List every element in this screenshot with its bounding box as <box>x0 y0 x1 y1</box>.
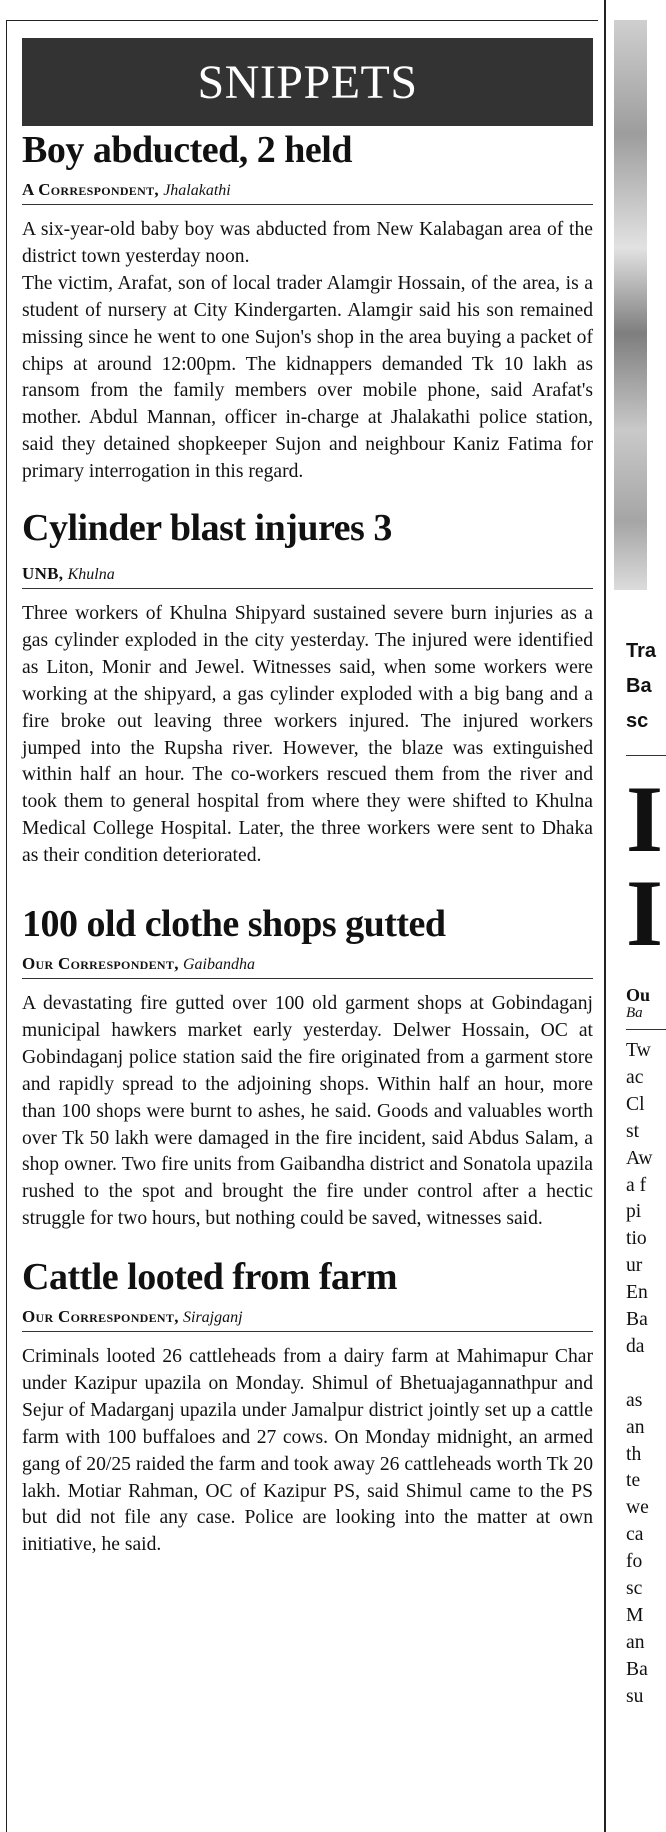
byline-source: Our Correspondent, <box>22 954 179 973</box>
divider <box>626 1029 666 1030</box>
body-fragment: tio <box>626 1228 647 1250</box>
body-fragment: Tw <box>626 1040 651 1061</box>
byline-place: Jhalakathi <box>163 182 231 199</box>
byline <box>22 180 593 205</box>
story-body <box>22 991 593 1233</box>
caption-line: Tra <box>626 640 657 662</box>
paragraph: A devastating fire gutted over 100 old garment shops at Gobindaganj municipal hawkers market early yesterday. Delwer Hossain, OC at Gobindaganj police station said the fire originated from a garment store and rapidly spread to the adjoining shops. Within half an hour, more than 100 shops were burnt to ashes, he said. Goods and valuables worth over Tk 50 lakh were damaged in the fire incident, said Abdus Salam, a shop owner. Two fire units from Gaibandha district and Sonatola upazila rushed to the spot and brought the fire under control after a hectic struggle for two hours, but nothing could be saved, witnesses said. <box>22 993 593 1230</box>
story-body <box>22 1344 593 1559</box>
news-photo <box>614 20 647 590</box>
body-fragment: an <box>626 1416 645 1438</box>
body-fragment: an <box>626 1631 645 1653</box>
body-fragment: st <box>626 1120 640 1142</box>
body-fragment: as <box>626 1389 643 1411</box>
body-fragment: Ba <box>626 1658 648 1680</box>
section-banner <box>22 38 593 126</box>
byline-source: Our Correspondent, <box>22 1307 179 1326</box>
story-body <box>22 601 593 870</box>
story-boy-abducted <box>22 128 593 486</box>
body-fragment: we <box>626 1497 649 1519</box>
byline-fragment: Ou <box>626 985 651 1005</box>
story-clothe-shops <box>22 902 593 1233</box>
byline-place: Khulna <box>67 566 115 583</box>
paragraph: Criminals looted 26 cattleheads from a dairy farm at Mahimapur Char under Kazipur upazila on Monday. Shimul of Bhetuajagannathpur and Sejur of Madarganj upazila under Jamalpur district jointly set up a cattle farm with 100 buffaloes and 27 cows. On Monday midnight, an armed gang of 20/25 raided the farm and took away 26 cattleheads worth Tk 20 lakh. Motiar Rahman, OC of Kazipur PS, said Shimul came to the PS but did not file any case. Police are looking into the matter at own initiative, he said. <box>22 1346 593 1556</box>
caption-line: Ba <box>626 675 652 697</box>
headline: Cattle looted from farm <box>22 1256 398 1298</box>
section-title: SNIPPETS <box>197 55 418 109</box>
byline <box>22 1307 593 1332</box>
body-fragment: En <box>626 1282 648 1304</box>
byline <box>22 954 593 979</box>
byline-place: Sirajganj <box>183 1309 243 1326</box>
story-cattle-looted <box>22 1255 593 1559</box>
byline-source: A Correspondent, <box>22 180 159 199</box>
headline: Cylinder blast injures 3 <box>22 507 392 549</box>
body-fragment: sc <box>626 1578 643 1599</box>
byline-fragment: Ba <box>626 1005 643 1021</box>
headline: 100 old clothe shops gutted <box>22 903 446 945</box>
body-fragment: te <box>626 1470 641 1492</box>
headline-fragment: I <box>626 766 663 872</box>
body-fragment: Cl <box>626 1093 645 1115</box>
divider <box>626 755 666 756</box>
body-fragment: pi <box>626 1201 642 1223</box>
byline-source: UNB, <box>22 564 64 583</box>
story-body <box>22 217 593 486</box>
adjacent-column <box>614 0 663 1832</box>
body-fragment: Ba <box>626 1309 648 1330</box>
body-fragment: a f <box>626 1174 647 1196</box>
byline <box>22 564 593 589</box>
body-fragment: Aw <box>626 1147 653 1169</box>
paragraph: A six-year-old baby boy was abducted from New Kalabagan area of the district town yesterday noon. <box>22 219 593 267</box>
headline: Boy abducted, 2 held <box>22 129 352 171</box>
paragraph: The victim, Arafat, son of local trader Alamgir Hossain, of the area, is a student of nursery at City Kindergarten. Alamgir said his son remained missing since he went to one Sujon's shop in the area buying a packet of chips at around 12:00pm. The kidnappers demanded Tk 10 lakh as ransom from the family members over mobile phone, said Arafat's mother. Abdul Mannan, officer in-charge at Jhalakathi police station, said they detained shopkeeper Sujon and neighbour Kaniz Fatima for primary interrogation in this regard. <box>22 272 593 483</box>
body-fragment: ac <box>626 1066 644 1088</box>
headline-fragment: I <box>626 860 663 966</box>
body-fragment: fo <box>626 1551 643 1573</box>
body-fragment: th <box>626 1443 642 1465</box>
byline-place: Gaibandha <box>183 956 255 973</box>
body-fragment: su <box>626 1685 644 1707</box>
story-cylinder-blast <box>22 506 593 870</box>
body-fragment: da <box>626 1335 645 1357</box>
body-fragment: M <box>626 1604 644 1626</box>
paragraph: Three workers of Khulna Shipyard sustained severe burn injuries as a gas cylinder exploded in the city yesterday. The injured were identified as Liton, Monir and Jewel. Witnesses said, when some workers were working at the shipyard, a gas cylinder exploded with a big bang and a fire broke out leaving three workers injured. The injured workers jumped into the Rupsha river. However, the blaze was extinguished within half an hour. The co-workers rescued them from the river and took them to general hospital from where they were shifted to Khulna Medical College Hospital. Later, the three workers were sent to Dhaka as their condition deteriorated. <box>22 603 593 867</box>
body-fragment: ur <box>626 1255 643 1277</box>
body-fragment: ca <box>626 1524 644 1546</box>
caption-line: sc <box>626 710 649 732</box>
